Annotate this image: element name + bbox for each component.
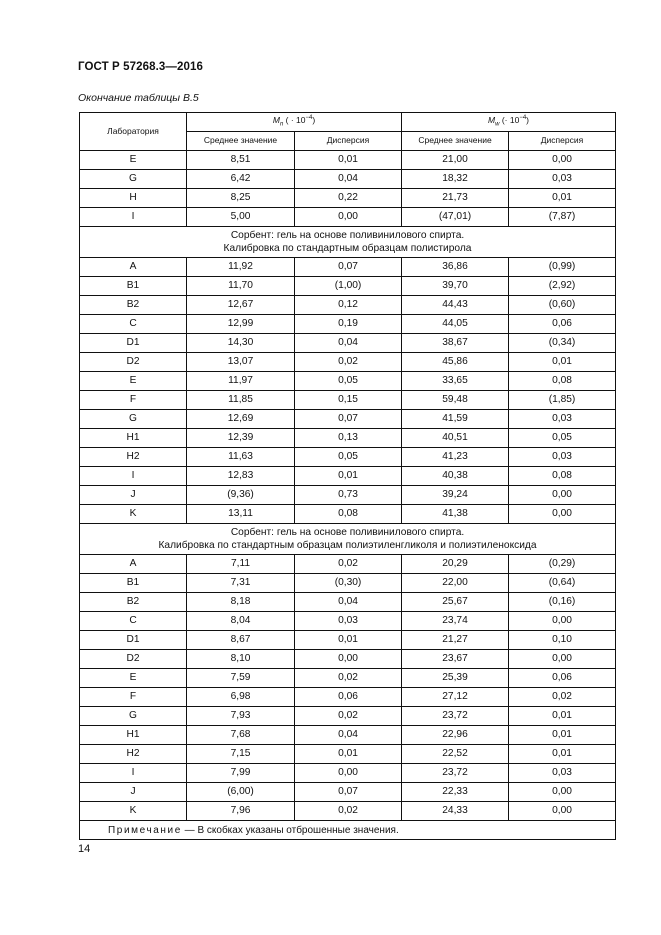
cell-mn-mean: 8,67 (187, 631, 295, 650)
header-laboratory: Лаборатория (80, 113, 187, 151)
cell-mn-mean: 7,96 (187, 802, 295, 821)
cell-mw-mean: 22,96 (402, 726, 509, 745)
cell-mn-mean: 8,18 (187, 593, 295, 612)
table-row (80, 612, 616, 631)
cell-laboratory: H1 (80, 429, 187, 448)
cell-laboratory: E (80, 669, 187, 688)
cell-mn-mean: 11,70 (187, 277, 295, 296)
table-row (80, 391, 616, 410)
cell-laboratory: B1 (80, 574, 187, 593)
cell-mn-mean: 8,04 (187, 612, 295, 631)
table-row (80, 802, 616, 821)
cell-laboratory: E (80, 372, 187, 391)
cell-laboratory: H2 (80, 448, 187, 467)
table-row (80, 296, 616, 315)
cell-laboratory: B1 (80, 277, 187, 296)
cell-laboratory: H (80, 189, 187, 208)
table-row (80, 486, 616, 505)
table-row (80, 574, 616, 593)
cell-mn-variance: 0,08 (295, 505, 402, 524)
cell-mn-mean: 11,97 (187, 372, 295, 391)
cell-mw-mean: 40,38 (402, 467, 509, 486)
cell-mn-variance: 0,07 (295, 410, 402, 429)
cell-mn-variance: 0,22 (295, 189, 402, 208)
cell-laboratory: B2 (80, 296, 187, 315)
cell-mw-mean: 24,33 (402, 802, 509, 821)
cell-laboratory: K (80, 505, 187, 524)
cell-mw-mean: 39,70 (402, 277, 509, 296)
cell-mw-variance: 0,08 (509, 372, 616, 391)
cell-mn-variance: 0,00 (295, 764, 402, 783)
table-row (80, 429, 616, 448)
cell-mw-variance: 0,10 (509, 631, 616, 650)
header-mw: $M_w$ (· $10^{-4}$) (402, 113, 616, 132)
cell-mw-variance: 0,01 (509, 707, 616, 726)
table-row (80, 334, 616, 353)
table-row (80, 151, 616, 170)
cell-mn-variance: 0,01 (295, 467, 402, 486)
cell-mn-mean: 8,51 (187, 151, 295, 170)
cell-mn-mean: 12,67 (187, 296, 295, 315)
cell-mw-variance: (0,99) (509, 258, 616, 277)
table-row (80, 650, 616, 669)
table-row (80, 467, 616, 486)
header-mw-variance: Дисперсия (509, 132, 616, 151)
cell-mw-mean: 44,05 (402, 315, 509, 334)
cell-mn-mean: 12,69 (187, 410, 295, 429)
cell-mn-mean: 7,59 (187, 669, 295, 688)
table-row (80, 505, 616, 524)
cell-mw-mean: 41,59 (402, 410, 509, 429)
cell-mw-variance: 0,01 (509, 745, 616, 764)
cell-mw-mean: 33,65 (402, 372, 509, 391)
cell-mn-variance: 0,03 (295, 612, 402, 631)
table-row (80, 783, 616, 802)
cell-mn-variance: 0,02 (295, 555, 402, 574)
cell-mw-mean: 22,33 (402, 783, 509, 802)
cell-laboratory: A (80, 555, 187, 574)
header-mn-variance: Дисперсия (295, 132, 402, 151)
cell-mn-variance: 0,02 (295, 353, 402, 372)
cell-mn-variance: 0,73 (295, 486, 402, 505)
cell-mn-mean: 13,11 (187, 505, 295, 524)
cell-mn-variance: 0,04 (295, 726, 402, 745)
table-row (80, 372, 616, 391)
cell-mn-variance: 0,12 (295, 296, 402, 315)
cell-laboratory: H1 (80, 726, 187, 745)
cell-mn-mean: 8,10 (187, 650, 295, 669)
cell-mw-variance: (0,60) (509, 296, 616, 315)
cell-mn-variance: 0,04 (295, 170, 402, 189)
cell-mn-variance: 0,15 (295, 391, 402, 410)
cell-laboratory: D1 (80, 631, 187, 650)
cell-mn-variance: 0,05 (295, 448, 402, 467)
cell-mw-mean: 20,29 (402, 555, 509, 574)
header-mn: $M_n$ ( · $10^{-4}$) (187, 113, 402, 132)
table-row (80, 745, 616, 764)
cell-mw-variance: 0,01 (509, 726, 616, 745)
cell-mn-mean: 5,00 (187, 208, 295, 227)
cell-mw-mean: 23,72 (402, 707, 509, 726)
cell-mn-variance: 0,05 (295, 372, 402, 391)
cell-mw-variance: (7,87) (509, 208, 616, 227)
cell-mn-mean: (6,00) (187, 783, 295, 802)
cell-laboratory: G (80, 707, 187, 726)
cell-mw-variance: 0,00 (509, 151, 616, 170)
cell-mw-mean: 22,52 (402, 745, 509, 764)
cell-mw-mean: 23,67 (402, 650, 509, 669)
cell-laboratory: F (80, 688, 187, 707)
cell-mn-mean: 8,25 (187, 189, 295, 208)
table-row (80, 258, 616, 277)
cell-mn-variance: 0,04 (295, 334, 402, 353)
cell-mw-mean: 18,32 (402, 170, 509, 189)
cell-laboratory: D2 (80, 353, 187, 372)
cell-mw-variance: 0,00 (509, 486, 616, 505)
cell-mw-mean: 41,38 (402, 505, 509, 524)
cell-mn-variance: (1,00) (295, 277, 402, 296)
cell-mn-variance: 0,13 (295, 429, 402, 448)
cell-laboratory: B2 (80, 593, 187, 612)
table-body-c (80, 555, 616, 821)
cell-mw-variance: 0,00 (509, 505, 616, 524)
cell-mw-variance: 0,06 (509, 669, 616, 688)
cell-mn-variance: 0,19 (295, 315, 402, 334)
section-b-heading: Сорбент: гель на основе поливинилового спирта. Калибровка по стандартным образцам полистирола (80, 227, 616, 258)
cell-mn-mean: 11,85 (187, 391, 295, 410)
cell-laboratory: J (80, 486, 187, 505)
cell-mw-mean: 21,27 (402, 631, 509, 650)
cell-mn-variance: 0,02 (295, 669, 402, 688)
cell-mn-mean: 11,63 (187, 448, 295, 467)
table-row (80, 669, 616, 688)
cell-mn-mean: 13,07 (187, 353, 295, 372)
cell-mw-variance: 0,03 (509, 170, 616, 189)
cell-mw-variance: 0,03 (509, 764, 616, 783)
cell-mw-variance: 0,00 (509, 783, 616, 802)
cell-mw-variance: 0,00 (509, 612, 616, 631)
cell-mw-mean: 38,67 (402, 334, 509, 353)
table-row (80, 448, 616, 467)
table-row (80, 707, 616, 726)
table-row (80, 170, 616, 189)
cell-mw-variance: 0,01 (509, 189, 616, 208)
cell-mn-variance: 0,01 (295, 745, 402, 764)
cell-laboratory: I (80, 764, 187, 783)
cell-mw-mean: 21,73 (402, 189, 509, 208)
cell-mw-mean: 36,86 (402, 258, 509, 277)
cell-mn-mean: 7,11 (187, 555, 295, 574)
cell-mw-variance: (0,64) (509, 574, 616, 593)
cell-mw-mean: 27,12 (402, 688, 509, 707)
cell-mn-mean: 6,98 (187, 688, 295, 707)
cell-mw-mean: 44,43 (402, 296, 509, 315)
cell-laboratory: D2 (80, 650, 187, 669)
section-c-heading: Сорбент: гель на основе поливинилового спирта. Калибровка по стандартным образцам полиэтиленгликоля и полиэтиленоксида (80, 524, 616, 555)
table-row (80, 593, 616, 612)
header-mw-mean: Среднее значение (402, 132, 509, 151)
section-c (80, 524, 616, 555)
table-body-b (80, 258, 616, 524)
cell-mn-variance: (0,30) (295, 574, 402, 593)
cell-mn-variance: 0,06 (295, 688, 402, 707)
cell-mn-variance: 0,02 (295, 707, 402, 726)
cell-mn-variance: 0,02 (295, 802, 402, 821)
cell-mw-variance: 0,08 (509, 467, 616, 486)
cell-mw-mean: 21,00 (402, 151, 509, 170)
cell-mw-mean: 59,48 (402, 391, 509, 410)
cell-laboratory: F (80, 391, 187, 410)
cell-mw-variance: 0,00 (509, 650, 616, 669)
table-row (80, 277, 616, 296)
cell-mw-variance: (0,34) (509, 334, 616, 353)
cell-mw-mean: (47,01) (402, 208, 509, 227)
table-row (80, 631, 616, 650)
cell-mw-mean: 45,86 (402, 353, 509, 372)
cell-mn-mean: 7,68 (187, 726, 295, 745)
cell-mw-mean: 25,39 (402, 669, 509, 688)
cell-laboratory: C (80, 315, 187, 334)
table-row (80, 410, 616, 429)
cell-mn-mean: 14,30 (187, 334, 295, 353)
cell-laboratory: A (80, 258, 187, 277)
cell-mw-mean: 39,24 (402, 486, 509, 505)
cell-mn-mean: 7,93 (187, 707, 295, 726)
cell-mn-mean: 12,39 (187, 429, 295, 448)
cell-mw-variance: (1,85) (509, 391, 616, 410)
cell-mw-variance: 0,03 (509, 448, 616, 467)
results-table (79, 112, 616, 840)
cell-laboratory: C (80, 612, 187, 631)
cell-laboratory: G (80, 410, 187, 429)
cell-mn-variance: 0,01 (295, 631, 402, 650)
cell-mn-variance: 0,07 (295, 258, 402, 277)
cell-laboratory: G (80, 170, 187, 189)
table-row (80, 726, 616, 745)
cell-laboratory: H2 (80, 745, 187, 764)
cell-mw-variance: (0,16) (509, 593, 616, 612)
cell-mn-variance: 0,00 (295, 208, 402, 227)
cell-mn-mean: 7,99 (187, 764, 295, 783)
cell-mw-mean: 22,00 (402, 574, 509, 593)
table-body-a (80, 151, 616, 227)
table-row (80, 189, 616, 208)
cell-mn-mean: 12,99 (187, 315, 295, 334)
cell-mn-mean: 7,31 (187, 574, 295, 593)
cell-mn-variance: 0,00 (295, 650, 402, 669)
cell-mw-variance: (0,29) (509, 555, 616, 574)
cell-mn-variance: 0,04 (295, 593, 402, 612)
table-row (80, 688, 616, 707)
cell-laboratory: I (80, 208, 187, 227)
cell-mw-variance: 0,03 (509, 410, 616, 429)
table-row (80, 315, 616, 334)
cell-mn-mean: 6,42 (187, 170, 295, 189)
cell-mn-mean: (9,36) (187, 486, 295, 505)
cell-mw-mean: 40,51 (402, 429, 509, 448)
cell-mn-variance: 0,01 (295, 151, 402, 170)
standard-title: ГОСТ Р 57268.3—2016 (78, 61, 203, 73)
cell-laboratory: E (80, 151, 187, 170)
header-mn-mean: Среднее значение (187, 132, 295, 151)
cell-laboratory: K (80, 802, 187, 821)
cell-mw-mean: 25,67 (402, 593, 509, 612)
table-row (80, 555, 616, 574)
cell-mw-variance: 0,05 (509, 429, 616, 448)
page-number: 14 (78, 843, 91, 855)
cell-laboratory: J (80, 783, 187, 802)
cell-mw-mean: 23,74 (402, 612, 509, 631)
cell-mn-mean: 12,83 (187, 467, 295, 486)
cell-mn-variance: 0,07 (295, 783, 402, 802)
cell-mw-mean: 41,23 (402, 448, 509, 467)
cell-mn-mean: 7,15 (187, 745, 295, 764)
cell-mw-variance: 0,01 (509, 353, 616, 372)
table-row (80, 353, 616, 372)
cell-mw-variance: (2,92) (509, 277, 616, 296)
table-row (80, 764, 616, 783)
table-row (80, 208, 616, 227)
cell-mw-variance: 0,06 (509, 315, 616, 334)
cell-laboratory: D1 (80, 334, 187, 353)
section-b (80, 227, 616, 258)
table-note: Примечание — В скобках указаны отброшенные значения. (80, 821, 616, 840)
cell-mw-variance: 0,00 (509, 802, 616, 821)
cell-laboratory: I (80, 467, 187, 486)
cell-mw-mean: 23,72 (402, 764, 509, 783)
table-caption: Окончание таблицы В.5 (78, 92, 199, 104)
cell-mn-mean: 11,92 (187, 258, 295, 277)
cell-mw-variance: 0,02 (509, 688, 616, 707)
